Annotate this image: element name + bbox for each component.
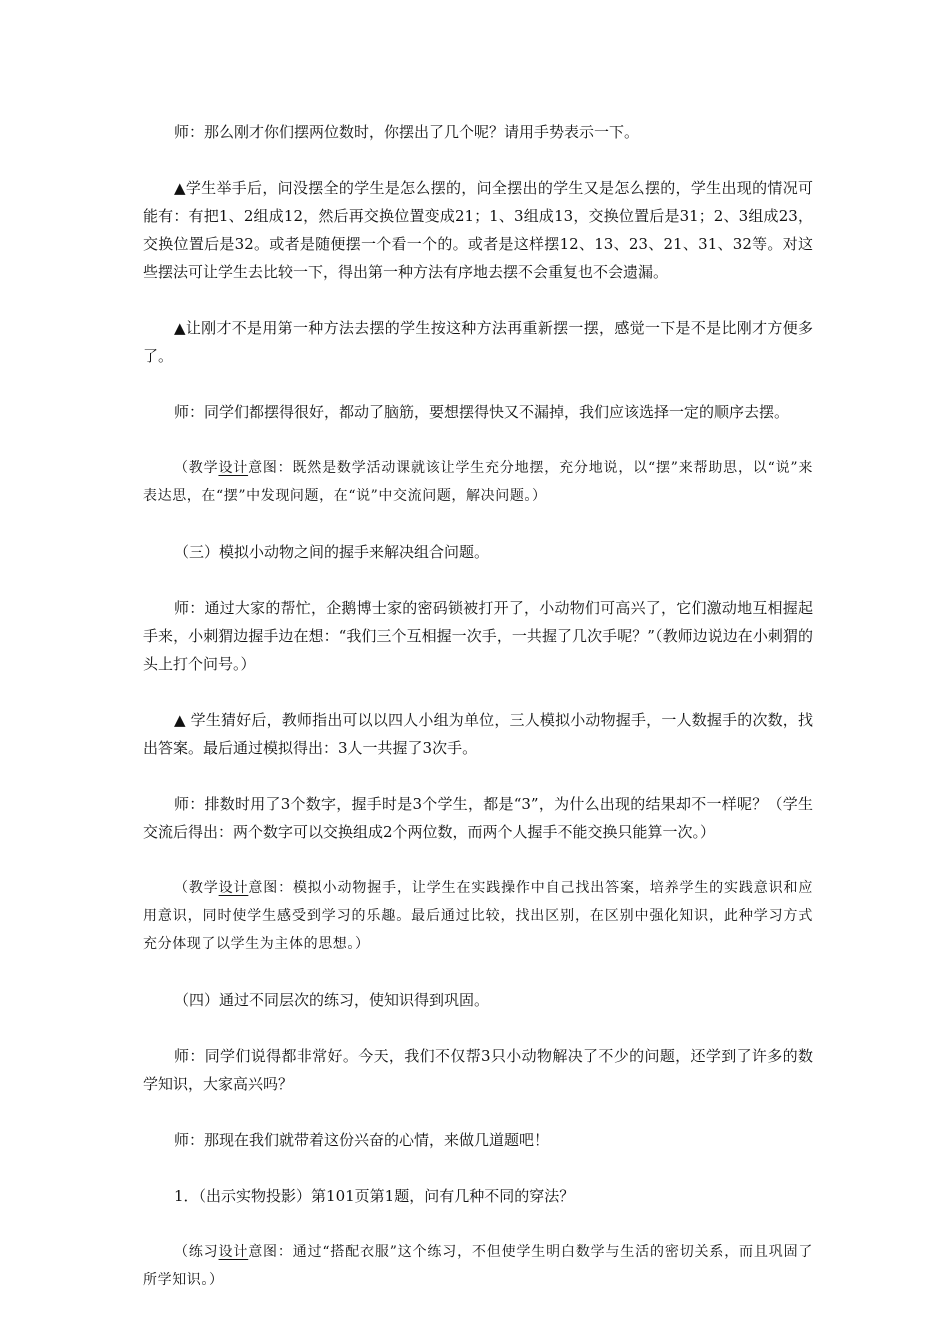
section-heading: （四）通过不同层次的练习，使知识得到巩固。 <box>174 991 490 1009</box>
paragraph: ▲ 学生猜好后，教师指出可以以四人小组为单位，三人模拟小动物握手，一人数握手的次数，找出答案。最后通过模拟得出：3人一共握了3次手。 <box>143 711 813 757</box>
note-body: 意图：通过“搭配衣服”这个练习，不但使学生明白数学与生活的密切关系，而且巩固了所学知识。） <box>143 1244 814 1288</box>
design-intent-note <box>143 454 813 510</box>
note-prefix: （教学 <box>174 880 219 896</box>
note-underlined-term: 设计 <box>218 880 249 896</box>
note-body: 意图：模拟小动物握手，让学生在实践操作中自己找出答案，培养学生的实践意识和应用意识，同时使学生感受到学习的乐趣。最后通过比较，找出区别，在区别中强化知识，此种学习方式充分体现了以学生为主体的思想。） <box>143 880 813 952</box>
note-prefix: （练习 <box>174 1244 219 1260</box>
design-intent-note <box>143 874 813 958</box>
paragraph: 师：排数时用了3个数字，握手时是3个学生，都是“3”，为什么出现的结果却不一样呢？（学生交流后得出：两个数字可以交换组成2个两位数，而两个人握手不能交换只能算一次。） <box>143 795 813 841</box>
paragraph: 师：同学们都摆得很好，都动了脑筋，要想摆得快又不漏掉，我们应该选择一定的顺序去摆。 <box>174 403 790 421</box>
design-intent-note <box>143 1238 813 1294</box>
paragraph: 师：同学们说得都非常好。今天，我们不仅帮3只小动物解决了不少的问题，还学到了许多的数学知识，大家高兴吗？ <box>143 1047 813 1093</box>
paragraph: ▲学生举手后，问没摆全的学生是怎么摆的，问全摆出的学生又是怎么摆的，学生出现的情况可能有：有把1、2组成12，然后再交换位置变成21；1、3组成13，交换位置后是31；2、3组成23，交换位置后是32。或者是随便摆一个看一个的。或者是这样摆12、13、23、21、31、32等。对这些摆法可让学生去比较一下，得出第一种方法有序地去摆不会重复也不会遗漏。 <box>143 179 813 281</box>
note-underlined-term: 设计 <box>218 460 249 476</box>
note-underlined-term: 设计 <box>218 1244 249 1260</box>
paragraph: 师：那现在我们就带着这份兴奋的心情，来做几道题吧！ <box>174 1131 550 1149</box>
note-body: 意图：既然是数学活动课就该让学生充分地摆，充分地说，以“摆”来帮助思，以“说”来表达思，在“摆”中发现问题，在“说”中交流问题，解决问题。） <box>143 460 813 504</box>
note-prefix: （教学 <box>174 460 219 476</box>
exercise-item: 1．（出示实物投影）第101页第1题，问有几种不同的穿法？ <box>174 1187 575 1205</box>
document-body <box>143 118 813 1322</box>
section-heading: （三）模拟小动物之间的握手来解决组合问题。 <box>174 543 490 561</box>
paragraph: 师：那么刚才你们摆两位数时，你摆出了几个呢？请用手势表示一下。 <box>174 123 640 141</box>
paragraph: 师：通过大家的帮忙，企鹅博士家的密码锁被打开了，小动物们可高兴了，它们激动地互相握起手来，小刺猬边握手边在想：“我们三个互相握一次手，一共握了几次手呢？”（教师边说边在小刺猬的头上打个问号。） <box>143 599 813 673</box>
paragraph: ▲让刚才不是用第一种方法去摆的学生按这种方法再重新摆一摆，感觉一下是不是比刚才方便多了。 <box>143 319 813 365</box>
